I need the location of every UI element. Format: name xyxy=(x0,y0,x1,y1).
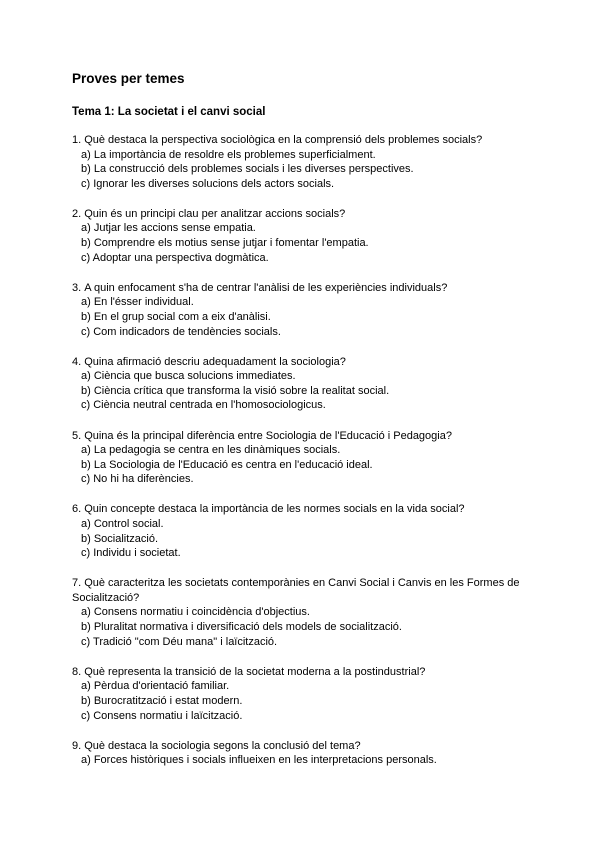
question-prompt: Què destaca la perspectiva sociològica en la comprensió dels problemes socials? xyxy=(84,134,483,146)
answer-option: b) Burocratització i estat modern. xyxy=(81,694,243,707)
answer-option: a) Ciència que busca solucions immediates. xyxy=(81,370,296,383)
answer-option: b) La Sociologia de l'Educació es centra en l'educació ideal. xyxy=(81,458,373,471)
question-item xyxy=(72,207,560,265)
answer-option: a) Forces històriques i socials influeixen en les interpretacions personals. xyxy=(81,754,437,767)
question-text xyxy=(72,739,560,754)
answer-options xyxy=(72,443,560,487)
answer-options xyxy=(72,369,560,413)
answer-option: c) Ciència neutral centrada en l'homosociologicus. xyxy=(81,399,326,412)
answer-option: a) Consens normatiu i coincidència d'objectius. xyxy=(81,606,310,619)
question-item xyxy=(72,281,560,339)
question-item xyxy=(72,502,560,560)
question-text xyxy=(72,207,560,222)
answer-options xyxy=(72,753,560,768)
question-item xyxy=(72,355,560,413)
question-text xyxy=(72,502,560,517)
answer-option: b) Ciència crítica que transforma la visió sobre la realitat social. xyxy=(81,384,390,397)
answer-option: a) La importància de resoldre els problemes superficialment. xyxy=(81,148,376,161)
answer-option: b) Comprendre els motius sense jutjar i fomentar l'empatia. xyxy=(81,237,369,250)
answer-options xyxy=(72,605,560,649)
section-title: Tema 1: La societat i el canvi social xyxy=(72,106,266,118)
question-prompt: Què representa la transició de la societat moderna a la postindustrial? xyxy=(84,665,426,678)
question-text xyxy=(72,133,560,148)
question-prompt: Què caracteritza les societats contemporànies en Canvi Social i Canvis en les Formes de Socialització? xyxy=(72,577,520,604)
question-prompt: Què destaca la sociologia segons la conclusió del tema? xyxy=(84,739,361,752)
answer-option: b) En el grup social com a eix d'anàlisi. xyxy=(81,310,271,323)
question-number: 5. xyxy=(72,429,82,442)
answer-options xyxy=(72,679,560,723)
answer-option: a) En l'ésser individual. xyxy=(81,296,194,309)
answer-option: a) La pedagogia se centra en les dinàmiques socials. xyxy=(81,444,341,457)
answer-option: b) La construcció dels problemes socials i les diverses perspectives. xyxy=(81,163,414,176)
question-number: 8. xyxy=(72,665,82,678)
answer-option: b) Pluralitat normativa i diversificació dels models de socialització. xyxy=(81,621,402,634)
answer-option: c) Ignorar les diverses solucions dels actors socials. xyxy=(81,177,335,190)
answer-options xyxy=(72,221,560,265)
question-prompt: Quina afirmació descriu adequadament la sociologia? xyxy=(84,355,346,368)
question-item xyxy=(72,739,560,768)
answer-option: c) Com indicadors de tendències socials. xyxy=(81,325,281,338)
question-prompt: Quin concepte destaca la importància de les normes socials en la vida social? xyxy=(84,503,465,516)
question-number: 1. xyxy=(72,134,82,146)
question-number: 4. xyxy=(72,355,82,368)
question-item xyxy=(72,576,560,649)
answer-option: c) Consens normatiu i laïcització. xyxy=(81,709,243,722)
question-prompt: A quin enfocament s'ha de centrar l'anàlisi de les experiències individuals? xyxy=(84,281,448,294)
question-number: 3. xyxy=(72,281,82,294)
question-item xyxy=(72,429,560,487)
question-number: 7. xyxy=(72,577,82,590)
answer-option: c) No hi ha diferències. xyxy=(81,473,194,486)
answer-option: c) Adoptar una perspectiva dogmàtica. xyxy=(81,251,269,264)
answer-option: a) Pèrdua d'orientació familiar. xyxy=(81,680,230,693)
answer-options xyxy=(72,295,560,339)
question-text xyxy=(72,355,560,370)
question-text xyxy=(72,429,560,444)
question-text xyxy=(72,576,560,605)
question-item xyxy=(72,133,560,191)
question-number: 2. xyxy=(72,207,82,220)
answer-option: b) Socialització. xyxy=(81,532,159,545)
answer-option: a) Control social. xyxy=(81,517,164,530)
question-item xyxy=(72,665,560,723)
answer-option: a) Jutjar les accions sense empatia. xyxy=(81,222,256,235)
question-text xyxy=(72,281,560,296)
question-prompt: Quin és un principi clau per analitzar accions socials? xyxy=(84,207,346,220)
question-prompt: Quina és la principal diferència entre Sociologia de l'Educació i Pedagogia? xyxy=(84,429,452,442)
answer-options xyxy=(72,517,560,561)
question-number: 9. xyxy=(72,739,82,752)
answer-option: c) Tradició "com Déu mana" i laïcització. xyxy=(81,635,278,648)
question-text xyxy=(72,665,560,680)
document-title: Proves per temes xyxy=(72,71,185,86)
answer-option: c) Individu i societat. xyxy=(81,547,181,560)
question-number: 6. xyxy=(72,503,82,516)
question-list xyxy=(72,133,560,768)
answer-options xyxy=(72,148,560,192)
